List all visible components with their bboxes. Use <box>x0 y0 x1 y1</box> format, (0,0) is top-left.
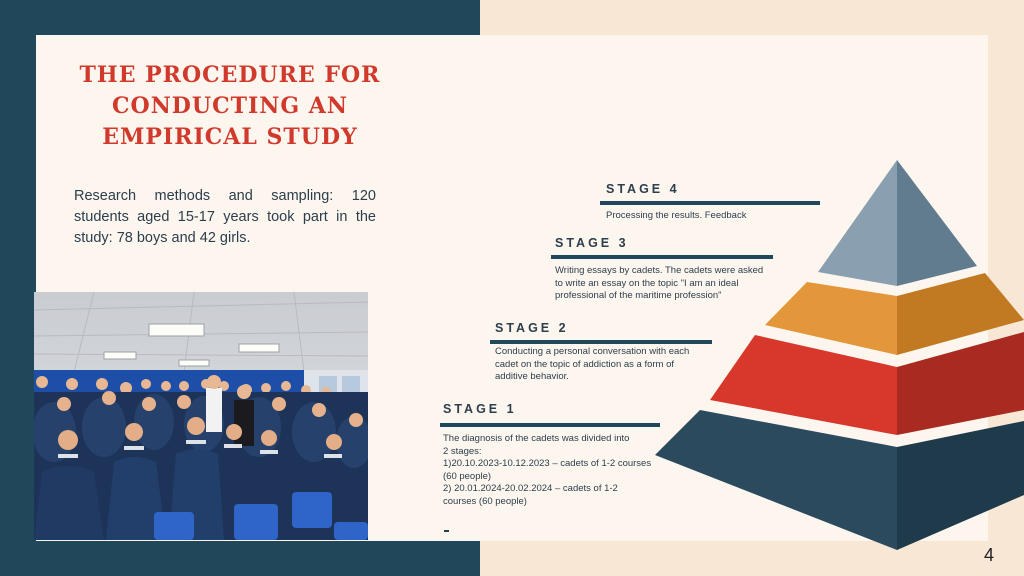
stage-3-label: STAGE 3 <box>555 236 629 250</box>
pyramid-level-4 <box>818 160 897 286</box>
cadets-group-photo <box>34 292 368 540</box>
pyramid-level-1 <box>655 410 897 550</box>
stage-1-label: STAGE 1 <box>443 402 517 416</box>
stage-2-label: STAGE 2 <box>495 321 569 335</box>
stage-4-label: STAGE 4 <box>606 182 680 196</box>
page-title: THE PROCEDURE FOR CONDUCTING AN EMPIRICAL STUDY <box>79 62 381 150</box>
stage-1-description: The diagnosis of the cadets was divided into 2 stages: 1)20.10.2023-10.12.2023 – cadets of 1-2 courses (60 people) 2) 20.01.2024-20.02.2024 – cadets of 1-2 courses (60 people) <box>443 433 652 507</box>
pyramid-level-4-side <box>897 160 977 286</box>
page-number: 4 <box>983 545 994 565</box>
stages-pyramid <box>655 155 1024 560</box>
stage-4-description: Processing the results. Feedback <box>606 210 747 221</box>
stage-1-divider <box>440 423 660 427</box>
intro-paragraph: Research methods and sampling: 120 students aged 15-17 years took part in the study: 78 boys and 42 girls. <box>74 188 376 246</box>
stage-3-description: Writing essays by cadets. The cadets were asked to write an essay on the topic "I am an ideal professional of the maritime profession" <box>555 265 764 301</box>
pyramid-level-1-side <box>897 421 1024 550</box>
stage-2-description: Conducting a personal conversation with each cadet on the topic of addiction as a form of additive behavior. <box>495 346 690 382</box>
dash-mark <box>444 530 449 532</box>
